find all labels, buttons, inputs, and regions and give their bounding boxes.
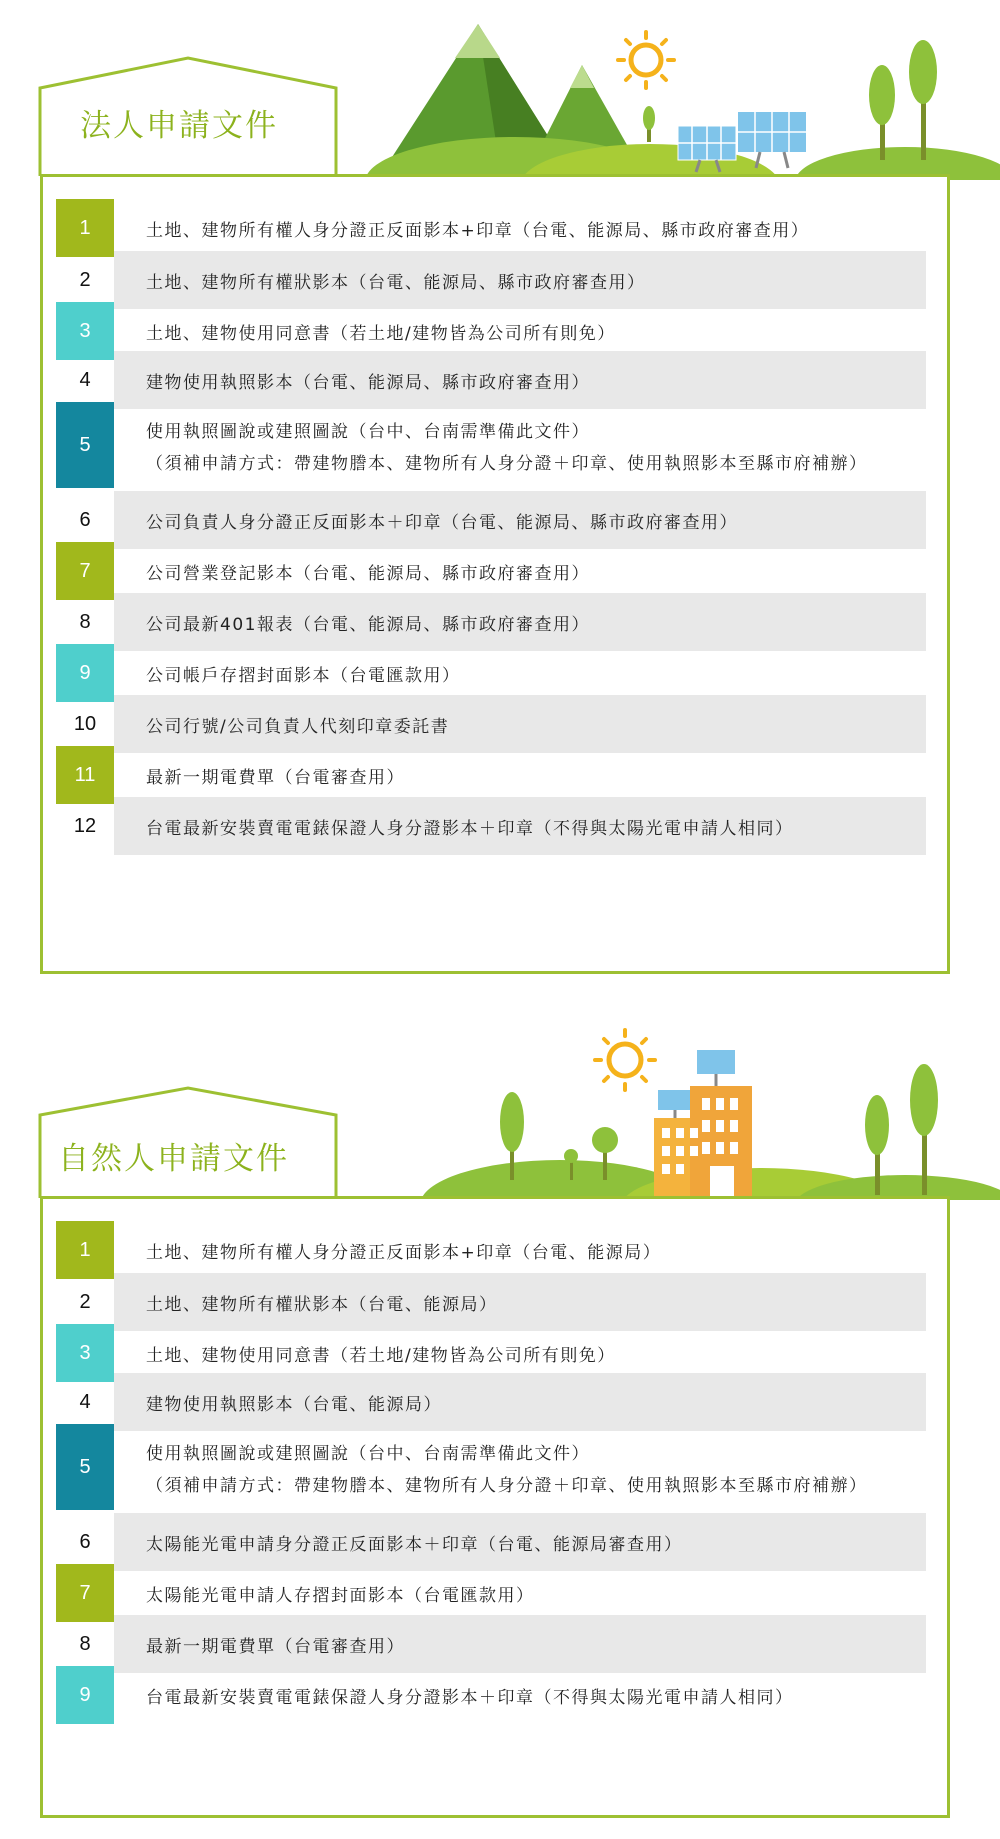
- item-number: 3: [56, 302, 114, 360]
- item-text-line: （須補申請方式：帶建物謄本、建物所有人身分證＋印章、使用執照影本至縣市府補辦）: [146, 453, 868, 474]
- documents-panel: [40, 174, 950, 974]
- item-number: 2: [79, 1290, 91, 1313]
- list-item: [56, 1221, 926, 1279]
- item-text-line: 建物使用執照影本（台電、能源局、縣市政府審查用）: [146, 372, 590, 393]
- list-item: [56, 199, 926, 257]
- item-text-line: 土地、建物所有權狀影本（台電、能源局）: [146, 1294, 498, 1315]
- sun-icon: [618, 32, 674, 88]
- list-item: [56, 542, 926, 600]
- item-text-line: 土地、建物使用同意書（若土地/建物皆為公司所有則免）: [146, 323, 616, 344]
- item-text: [114, 542, 926, 600]
- item-text-line: 土地、建物所有權人身分證正反面影本+印章（台電、能源局、縣市政府審查用）: [146, 220, 810, 241]
- item-text-line: 使用執照圖說或建照圖說（台中、台南需準備此文件）: [146, 1443, 590, 1464]
- item-text: [114, 1221, 926, 1279]
- item-number: 6: [79, 508, 91, 531]
- item-text-line: 建物使用執照影本（台電、能源局）: [146, 1394, 442, 1415]
- list-item: [56, 1666, 926, 1724]
- list-item: [56, 491, 926, 549]
- item-number: 2: [79, 268, 91, 291]
- item-text: [114, 1273, 926, 1331]
- item-text-line: 最新一期電費單（台電審查用）: [146, 1636, 405, 1657]
- item-text: [114, 1513, 926, 1571]
- item-text: [114, 695, 926, 753]
- item-number: 1: [56, 1221, 114, 1279]
- item-text: [114, 251, 926, 309]
- list-item: [56, 351, 926, 409]
- list-item: [56, 1424, 926, 1510]
- item-text-line: 土地、建物使用同意書（若土地/建物皆為公司所有則免）: [146, 1345, 616, 1366]
- sun-icon: [595, 1030, 655, 1090]
- item-number: 9: [56, 644, 114, 702]
- list-item: [56, 1615, 926, 1673]
- item-number: 7: [56, 1564, 114, 1622]
- item-text: [114, 593, 926, 651]
- section-title: 自然人申請文件: [58, 1141, 289, 1177]
- item-text: [114, 644, 926, 702]
- list-item: [56, 251, 926, 309]
- item-text: [114, 1615, 926, 1673]
- item-text: [114, 746, 926, 804]
- list-item: [56, 402, 926, 488]
- item-text: [114, 1373, 926, 1431]
- list-item: [56, 746, 926, 804]
- item-text-line: 公司營業登記影本（台電、能源局、縣市政府審查用）: [146, 563, 590, 584]
- item-number: 8: [79, 1632, 91, 1655]
- item-number: 6: [79, 1530, 91, 1553]
- list-item: [56, 797, 926, 855]
- item-text-line: 使用執照圖說或建照圖說（台中、台南需準備此文件）: [146, 421, 590, 442]
- item-text: [114, 351, 926, 409]
- section-title: 法人申請文件: [80, 108, 278, 144]
- item-text: [114, 1564, 926, 1622]
- item-text-line: 台電最新安裝賣電電錶保證人身分證影本＋印章（不得與太陽光電申請人相同）: [146, 818, 794, 839]
- item-text: [114, 1424, 926, 1510]
- item-text-line: 公司帳戶存摺封面影本（台電匯款用）: [146, 665, 461, 686]
- building-icon: [654, 1050, 752, 1198]
- item-text-line: 公司負責人身分證正反面影本＋印章（台電、能源局、縣市政府審查用）: [146, 512, 738, 533]
- item-number: 5: [56, 1424, 114, 1510]
- item-number: 5: [56, 402, 114, 488]
- item-text: [114, 199, 926, 257]
- item-text: [114, 1666, 926, 1724]
- item-text-line: 土地、建物所有權狀影本（台電、能源局、縣市政府審查用）: [146, 272, 646, 293]
- item-number: 11: [56, 746, 114, 804]
- list-item: [56, 1564, 926, 1622]
- item-number: 3: [56, 1324, 114, 1382]
- item-text: [114, 491, 926, 549]
- item-text-line: 土地、建物所有權人身分證正反面影本+印章（台電、能源局）: [146, 1242, 662, 1263]
- list-item: [56, 695, 926, 753]
- list-item: [56, 1513, 926, 1571]
- item-text-line: 最新一期電費單（台電審查用）: [146, 767, 405, 788]
- item-number: 9: [56, 1666, 114, 1724]
- item-number: 10: [73, 712, 97, 735]
- item-number: 4: [79, 1390, 91, 1413]
- item-number: 12: [73, 814, 97, 837]
- item-text-line: （須補申請方式：帶建物謄本、建物所有人身分證＋印章、使用執照影本至縣市府補辦）: [146, 1475, 868, 1496]
- item-text-line: 太陽能光電申請人存摺封面影本（台電匯款用）: [146, 1585, 535, 1606]
- item-number: 7: [56, 542, 114, 600]
- item-text-line: 台電最新安裝賣電電錶保證人身分證影本＋印章（不得與太陽光電申請人相同）: [146, 1687, 794, 1708]
- item-text: [114, 797, 926, 855]
- item-number: 4: [79, 368, 91, 391]
- documents-panel: [40, 1196, 950, 1818]
- item-text-line: 太陽能光電申請身分證正反面影本＋印章（台電、能源局審查用）: [146, 1534, 683, 1555]
- landscape-illustration: [0, 0, 1000, 180]
- item-number: 8: [79, 610, 91, 633]
- item-text: [114, 402, 926, 488]
- item-number: 1: [56, 199, 114, 257]
- list-item: [56, 593, 926, 651]
- list-item: [56, 1373, 926, 1431]
- item-text-line: 公司行號/公司負責人代刻印章委託書: [146, 716, 450, 737]
- item-text-line: 公司最新401報表（台電、能源局、縣市政府審查用）: [146, 614, 590, 635]
- list-item: [56, 644, 926, 702]
- list-item: [56, 1273, 926, 1331]
